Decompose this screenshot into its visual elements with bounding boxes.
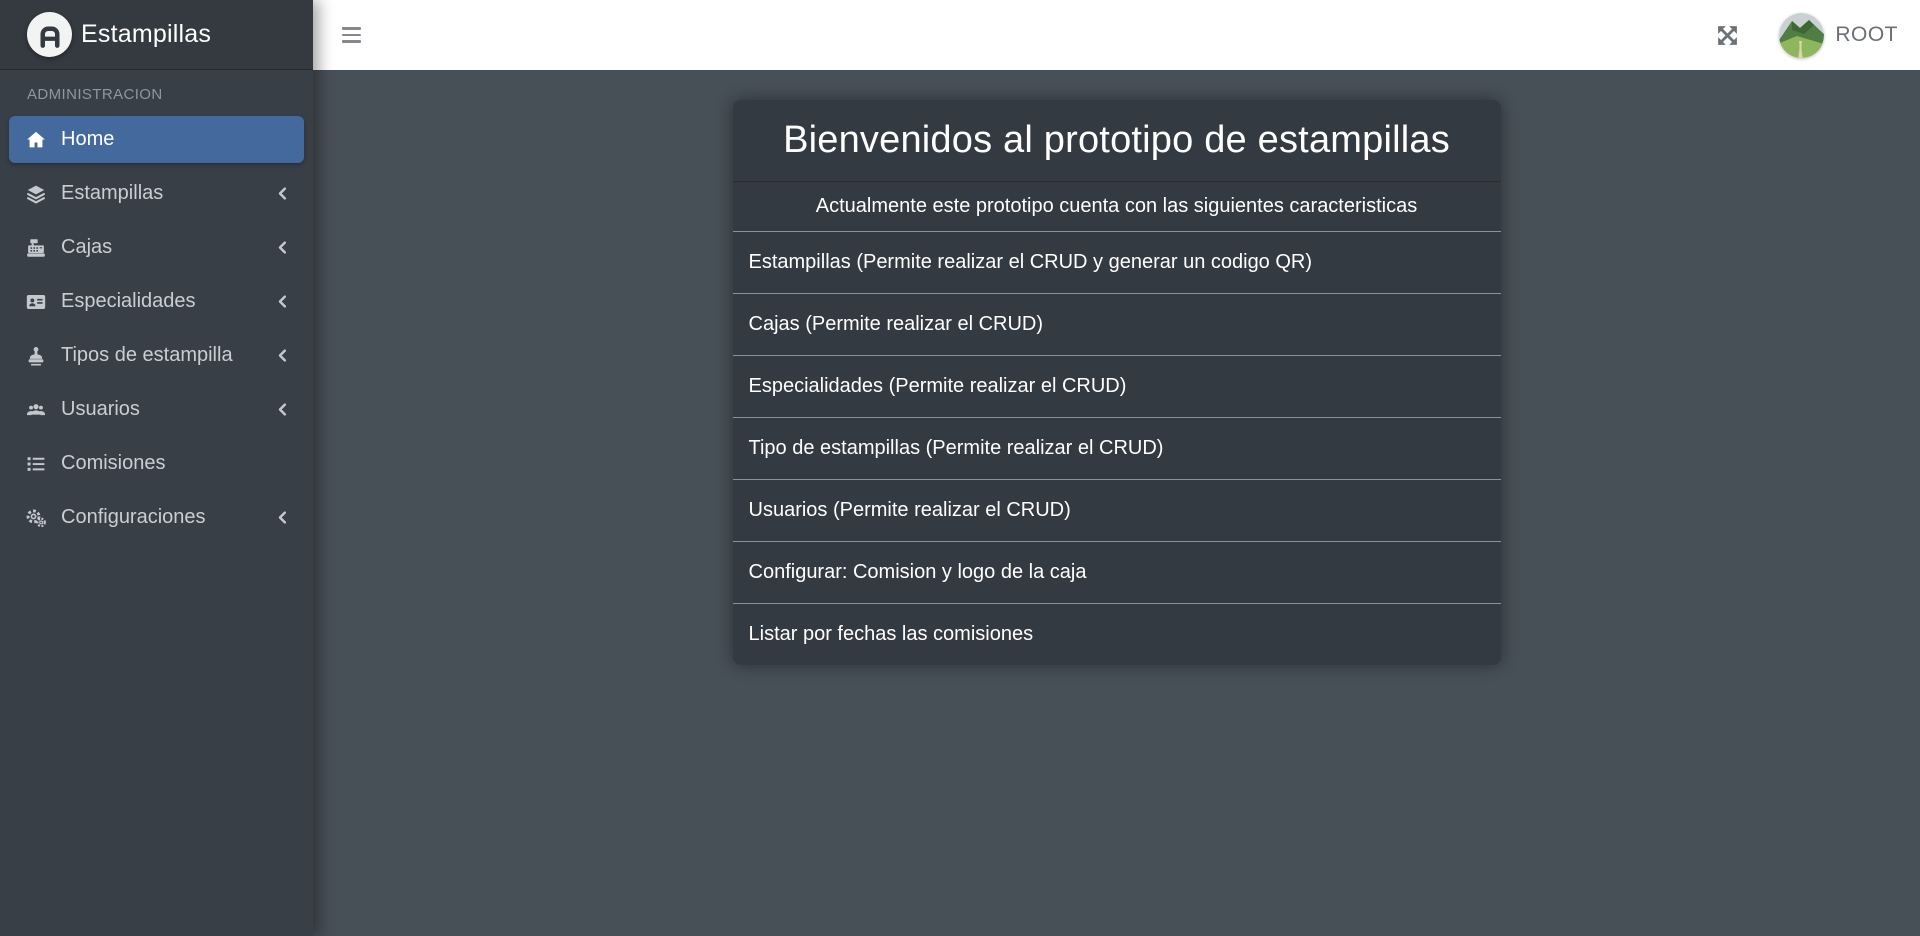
fullscreen-button[interactable] [1715,23,1740,48]
chevron-left-icon [275,348,290,363]
feature-row: Configurar: Comision y logo de la caja [733,542,1501,604]
sidebar-section-label: ADMINISTRACION [27,86,163,103]
sidebar-item-especialidades[interactable]: Especialidades [9,278,304,325]
chevron-left-icon [275,186,290,201]
expand-arrows-icon [1715,23,1740,48]
username-label: ROOT [1835,23,1898,46]
brand[interactable] [0,0,313,70]
sidebar [0,0,313,936]
list-icon [25,453,57,475]
feature-row: Listar por fechas las comisiones [748,623,1034,645]
sidebar-item-tipos-de-estampilla[interactable]: Tipos de estampilla [9,332,304,379]
sidebar-item-estampillas[interactable]: Estampillas [9,170,304,217]
brand-title: Estampillas [81,20,212,48]
sidebar-item-comisiones[interactable]: Comisiones [9,440,304,487]
sidebar-item-cajas[interactable]: Cajas [9,224,304,271]
sidebar-item-usuarios[interactable]: Usuarios [9,386,304,433]
top-navbar [313,0,1920,70]
feature-row: Tipo de estampillas (Permite realizar el CRUD) [733,418,1501,480]
card-header [733,100,1501,182]
layers-icon [25,183,57,205]
cash-register-icon [25,237,57,259]
feature-row: Especialidades (Permite realizar el CRUD) [733,356,1501,418]
cogs-icon [25,507,57,529]
chevron-left-icon [275,510,290,525]
chevron-left-icon [275,240,290,255]
app-logo-icon [27,12,72,57]
users-icon [25,399,57,421]
user-menu[interactable] [1779,13,1898,58]
user-avatar [1779,13,1824,58]
stamp-icon [25,345,57,367]
sidebar-item-configuraciones[interactable]: Configuraciones [9,494,304,541]
feature-row: Usuarios (Permite realizar el CRUD) [733,480,1501,542]
card-subtitle: Actualmente este prototipo cuenta con las siguientes caracteristicas [733,182,1501,232]
chevron-left-icon [275,294,290,309]
card-title: Bienvenidos al prototipo de estampillas [783,119,1450,161]
welcome-card [733,100,1501,665]
chevron-left-icon [275,402,290,417]
feature-row: Estampillas (Permite realizar el CRUD y generar un codigo QR) [733,232,1501,294]
id-card-icon [25,291,57,313]
home-icon [25,129,57,151]
sidebar-item-home[interactable]: Home [9,116,304,163]
content-area [313,70,1920,936]
feature-row: Cajas (Permite realizar el CRUD) [733,294,1501,356]
navbar-right [1715,13,1920,58]
menu-toggle-button[interactable] [342,27,362,43]
sidebar-menu [0,86,313,541]
